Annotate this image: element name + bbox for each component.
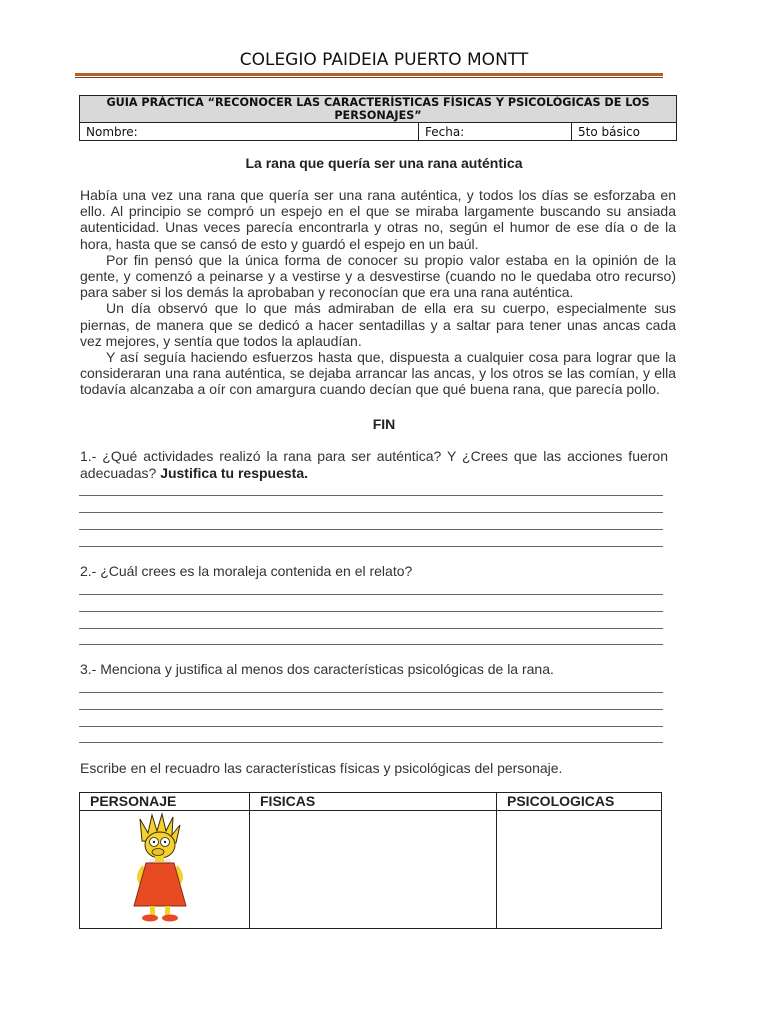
answer-line[interactable] xyxy=(79,726,663,727)
column-fisicas: FISICAS xyxy=(250,793,497,811)
answer-line[interactable] xyxy=(79,644,663,645)
psicologicas-answer-cell[interactable] xyxy=(497,811,662,929)
fisicas-answer-cell[interactable] xyxy=(250,811,497,929)
story-paragraph: Y así seguía haciendo esfuerzos hasta que, dispuesta a cualquier cosa para lograr que la consideraran una rana auténtica, se dejaba arrancar las ancas, y los otros se las comían, y ella todavía alcanzaba a oír con amargura cuando decían que qué buena rana, que parecía pollo. xyxy=(80,349,676,398)
lisa-character-image xyxy=(80,811,230,925)
answer-line[interactable] xyxy=(79,495,663,496)
character-table xyxy=(79,792,662,929)
answer-line[interactable] xyxy=(79,546,663,547)
question-1-text: 1.- ¿Qué actividades realizó la rana para ser auténtica? Y ¿Crees que las acciones fueron adecuadas? xyxy=(80,448,668,481)
story-end: FIN xyxy=(372,416,396,432)
answer-line[interactable] xyxy=(79,512,663,513)
answer-line[interactable] xyxy=(79,628,663,629)
grade-cell: 5to básico xyxy=(572,123,677,141)
answer-line[interactable] xyxy=(79,611,663,612)
header-rule xyxy=(75,73,663,76)
question-1-emphasis: Justifica tu respuesta. xyxy=(160,465,309,481)
story-paragraph: Por fin pensó que la única forma de conocer su propio valor estaba en la opinión de la gente, y comenzó a peinarse y a vestirse y a desvestirse (cuando no le quedaba otro recurso) para saber si los demás la aprobaban y reconocían que era una rana auténtica. xyxy=(80,251,676,301)
question-3: 3.- Menciona y justifica al menos dos características psicológicas de la rana. xyxy=(80,661,554,677)
story-paragraph: Un día observó que lo que más admiraban de ella era su cuerpo, especialmente sus piernas, de manera que se dedicó a hacer sentadillas y a saltar para tener unas ancas cada vez mejores, y sentía que todos la aplaudían. xyxy=(80,300,676,349)
guide-title: GUIA PRÁCTICA “RECONOCER LAS CARACTERÍSTICAS FÍSICAS Y PSICOLÓGICAS DE LOS PERSONAJES” xyxy=(80,96,677,123)
name-field[interactable]: Nombre: xyxy=(80,123,419,141)
column-personaje: PERSONAJE xyxy=(80,793,250,811)
answer-line[interactable] xyxy=(79,529,663,530)
activity-instruction: Escribe en el recuadro las características físicas y psicológicas del personaje. xyxy=(80,760,563,776)
answer-line[interactable] xyxy=(79,692,663,693)
question-2: 2.- ¿Cuál crees es la moraleja contenida en el relato? xyxy=(80,563,413,579)
answer-line[interactable] xyxy=(79,742,663,743)
question-1 xyxy=(80,448,668,482)
date-field[interactable]: Fecha: xyxy=(419,123,572,141)
header-table xyxy=(79,95,677,141)
story-paragraph: Había una vez una rana que quería ser una rana auténtica, y todos los días se esforzaba en ello. Al principio se compró un espejo en el que se miraba largamente buscando su ansiada autenticidad. Unas veces parecía encontrarla y otras no, según el humor de ese día o de la hora, hasta que se cansó de esto y guardó el espejo en un baúl. xyxy=(80,187,676,252)
character-cell xyxy=(80,811,250,929)
story-title: La rana que quería ser una rana auténtica xyxy=(245,155,523,171)
answer-line[interactable] xyxy=(79,594,663,595)
header-rule-thin xyxy=(75,77,663,78)
answer-line[interactable] xyxy=(79,709,663,710)
story-body xyxy=(80,187,676,398)
school-name: COLEGIO PAIDEIA PUERTO MONTT xyxy=(239,50,529,70)
column-psicologicas: PSICOLOGICAS xyxy=(497,793,662,811)
